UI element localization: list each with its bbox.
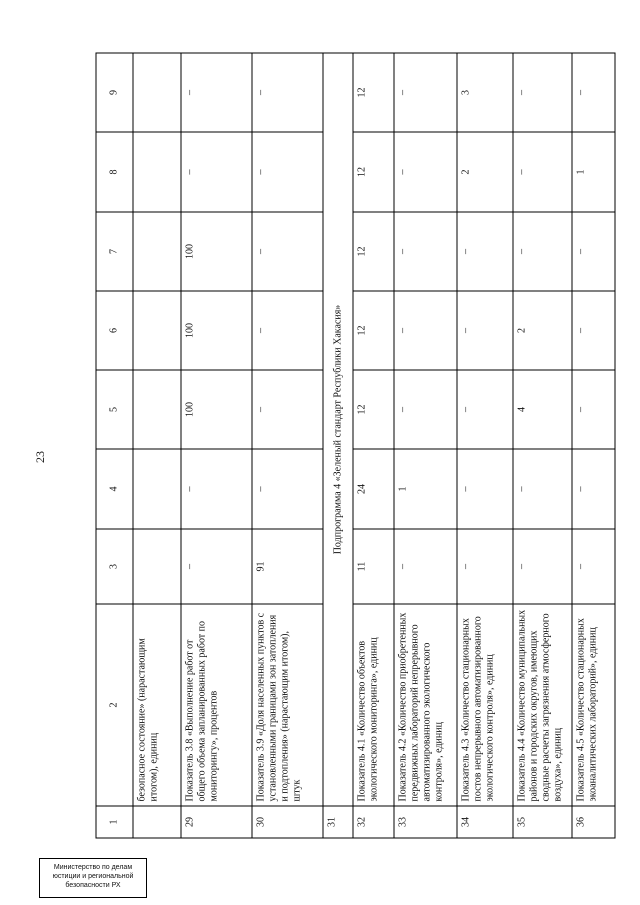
value-cell: 1: [394, 449, 456, 529]
table-row: [252, 53, 323, 838]
value-cell: –: [456, 212, 512, 291]
value-cell: 12: [353, 291, 394, 370]
column-header: 8: [96, 132, 133, 212]
value-cell: –: [394, 132, 456, 212]
value-cell: –: [571, 449, 614, 529]
indicator-name: Показатель 4.3 «Количество стационарных постов непрерывного автоматизированного экологического контроля», единиц: [456, 604, 512, 806]
row-number: 34: [456, 806, 512, 838]
value-cell: 2: [456, 132, 512, 212]
value-cell: [132, 529, 180, 604]
column-header: 2: [96, 604, 133, 806]
row-number: 29: [181, 806, 252, 838]
column-header: 9: [96, 53, 133, 132]
indicator-name: Показатель 4.4 «Количество муниципальных районов и городских округов, имеющих сводные расчеты загрязнения атмосферного воздуха», единиц: [512, 604, 571, 806]
row-number: 30: [252, 806, 323, 838]
table-row: [181, 53, 252, 838]
value-cell: [132, 370, 180, 449]
value-cell: –: [252, 132, 323, 212]
value-cell: 12: [353, 132, 394, 212]
column-header: 3: [96, 529, 133, 604]
value-cell: –: [512, 132, 571, 212]
value-cell: [132, 53, 180, 132]
column-header: 4: [96, 449, 133, 529]
table-header-row: [96, 53, 133, 838]
stamp-line: Министерство по делам: [53, 864, 133, 871]
stamp-line: безопасности РХ: [65, 882, 121, 889]
value-cell: [132, 291, 180, 370]
table-row: [512, 53, 571, 838]
indicators-table: [95, 52, 615, 838]
value-cell: –: [512, 529, 571, 604]
ministry-stamp: [39, 858, 147, 898]
value-cell: –: [456, 291, 512, 370]
value-cell: 12: [353, 53, 394, 132]
value-cell: –: [571, 212, 614, 291]
value-cell: 2: [512, 291, 571, 370]
row-number: 32: [353, 806, 394, 838]
value-cell: 100: [181, 291, 252, 370]
indicator-name: безопасное состояние» (нарастающим итогом), единиц: [132, 604, 180, 806]
table-row: [132, 53, 180, 838]
column-header: 7: [96, 212, 133, 291]
value-cell: –: [456, 449, 512, 529]
value-cell: 3: [456, 53, 512, 132]
value-cell: –: [394, 53, 456, 132]
row-number: 36: [571, 806, 614, 838]
column-header: 6: [96, 291, 133, 370]
page-number: 23: [33, 451, 47, 463]
value-cell: –: [394, 291, 456, 370]
value-cell: –: [181, 132, 252, 212]
value-cell: –: [252, 449, 323, 529]
value-cell: [132, 449, 180, 529]
value-cell: –: [252, 291, 323, 370]
value-cell: –: [252, 212, 323, 291]
value-cell: 1: [571, 132, 614, 212]
row-number: [132, 806, 180, 838]
value-cell: –: [456, 529, 512, 604]
subprogram-title: Подпрограмма 4 «Зеленый стандарт Республики Хакасия»: [323, 53, 353, 806]
value-cell: –: [181, 529, 252, 604]
value-cell: –: [252, 53, 323, 132]
stamp-line: юстиции и региональной: [52, 873, 134, 880]
value-cell: 24: [353, 449, 394, 529]
row-number: 35: [512, 806, 571, 838]
column-header: 5: [96, 370, 133, 449]
value-cell: –: [181, 449, 252, 529]
value-cell: –: [394, 529, 456, 604]
value-cell: –: [394, 212, 456, 291]
value-cell: –: [394, 370, 456, 449]
value-cell: –: [252, 370, 323, 449]
value-cell: 100: [181, 212, 252, 291]
value-cell: –: [512, 212, 571, 291]
table-wrapper: [95, 53, 615, 838]
value-cell: –: [571, 291, 614, 370]
indicator-name: Показатель 3.8 «Выполнение работ от общего объема запланированных работ по мониторингу», процентов: [181, 604, 252, 806]
value-cell: –: [571, 370, 614, 449]
value-cell: [132, 132, 180, 212]
value-cell: –: [181, 53, 252, 132]
subprogram-row: [323, 53, 353, 838]
row-number: 33: [394, 806, 456, 838]
value-cell: 12: [353, 370, 394, 449]
value-cell: –: [571, 53, 614, 132]
indicator-name: Показатель 3.9 «Доля населенных пунктов с установленными границами зон затопления и подтопления» (нарастающим итогом), штук: [252, 604, 323, 806]
indicator-name: Показатель 4.2 «Количество приобретенных передвижных лабораторий непрерывного автоматизированного экологического контроля», единиц: [394, 604, 456, 806]
value-cell: 11: [353, 529, 394, 604]
row-number: 31: [323, 806, 353, 838]
value-cell: –: [512, 449, 571, 529]
value-cell: [132, 212, 180, 291]
table-row: [571, 53, 614, 838]
table-row: [353, 53, 394, 838]
value-cell: 4: [512, 370, 571, 449]
table-row: [456, 53, 512, 838]
table-row: [394, 53, 456, 838]
value-cell: –: [571, 529, 614, 604]
indicator-name: Показатель 4.5 «Количество стационарных экоаналитических лабораторий», единиц: [571, 604, 614, 806]
indicator-name: Показатель 4.1 «Количество объектов экологического мониторинга», единиц: [353, 604, 394, 806]
value-cell: 100: [181, 370, 252, 449]
value-cell: 91: [252, 529, 323, 604]
value-cell: –: [456, 370, 512, 449]
column-header: 1: [96, 806, 133, 838]
value-cell: –: [512, 53, 571, 132]
value-cell: 12: [353, 212, 394, 291]
